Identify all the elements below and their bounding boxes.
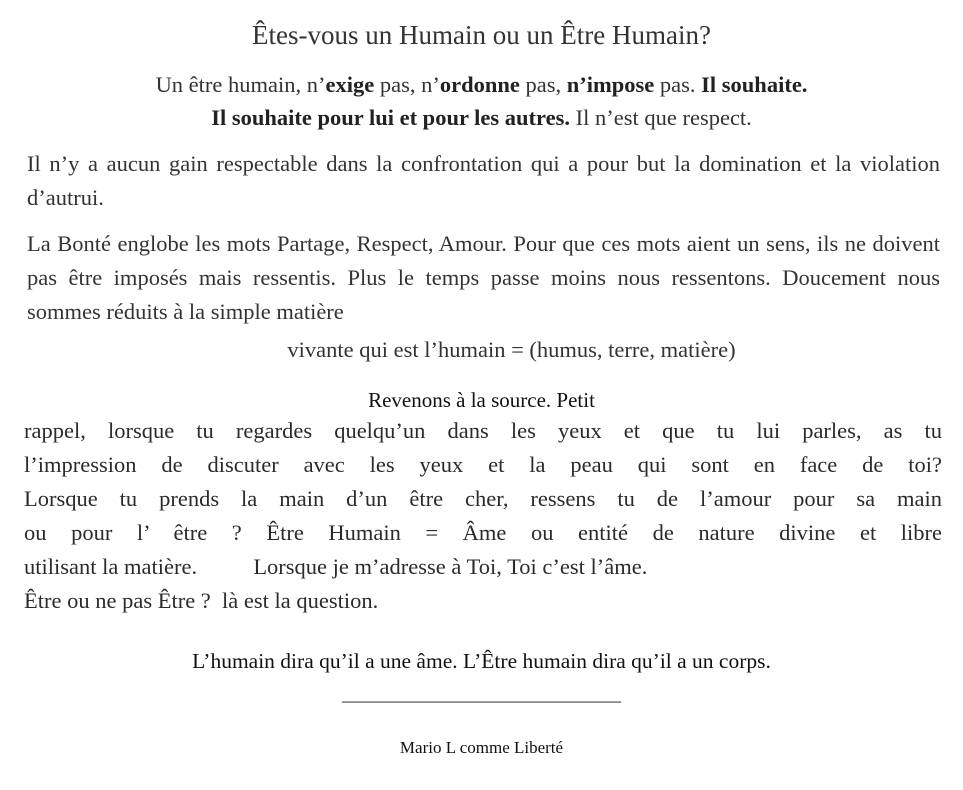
paragraph-rappel-line: Être ou ne pas Être ? là est la question.: [24, 588, 379, 613]
intro-bold-ordonne: ordonne: [439, 72, 520, 97]
intro-bold-souhaite-pour: Il souhaite pour lui et pour les autres.: [211, 105, 570, 130]
intro-bold-souhaite: Il souhaite.: [701, 72, 808, 97]
paragraph-rappel-line: utilisant la matière. Lorsque je m’adresse à Toi, Toi c’est l’âme.: [24, 554, 648, 579]
paragraph-rappel-line: ou pour l’ être ? Être Humain = Âme ou entité de nature divine et libre: [24, 520, 942, 545]
intro-bold-impose: n’impose: [566, 72, 655, 97]
intro-bold-exige: exige: [325, 72, 375, 97]
intro-text-2: pas, n’: [374, 72, 440, 97]
paragraph-bonte: La Bonté englobe les mots Partage, Respect, Amour. Pour que ces mots aient un sens, ils ne doivent pas être imposés mais ressentis. Plus le temps passe moins nous ressentons. Doucement nous sommes réduits à la simple matière: [27, 231, 940, 324]
paragraph-confrontation: Il n’y a aucun gain respectable dans la confrontation qui a pour but la domination et la violation d’autrui.: [27, 151, 940, 210]
intro-text-3: pas,: [519, 72, 567, 97]
intro-paragraph: [40, 68, 923, 134]
paragraph-rappel-line: rappel, lorsque tu regardes quelqu’un dans les yeux et que tu lui parles, as tu: [24, 418, 942, 443]
intro-text-4: pas.: [654, 72, 702, 97]
closing-sentence: L’humain dira qu’il a une âme. L’Être humain dira qu’il a un corps.: [192, 649, 771, 673]
paragraph-rappel-line: l’impression de discuter avec les yeux et la peau qui sont en face de toi?: [24, 452, 942, 477]
paragraph-rappel: [24, 414, 942, 618]
intro-text-1: Un être humain, n’: [155, 72, 326, 97]
paragraph-rappel-line: Lorsque tu prends la main d’un être cher, ressens tu de l’amour pour sa main: [24, 486, 942, 511]
intro-text-5: Il n’est que respect.: [570, 105, 752, 130]
separator-rule: _______________________________: [342, 684, 621, 704]
document-title: Êtes-vous un Humain ou un Être Humain?: [252, 20, 711, 50]
paragraph-bonte-last-line: vivante qui est l’humain = (humus, terre, matière): [287, 337, 736, 362]
signature: Mario L comme Liberté: [399, 738, 564, 757]
revenons-line: Revenons à la source. Petit: [368, 388, 595, 412]
